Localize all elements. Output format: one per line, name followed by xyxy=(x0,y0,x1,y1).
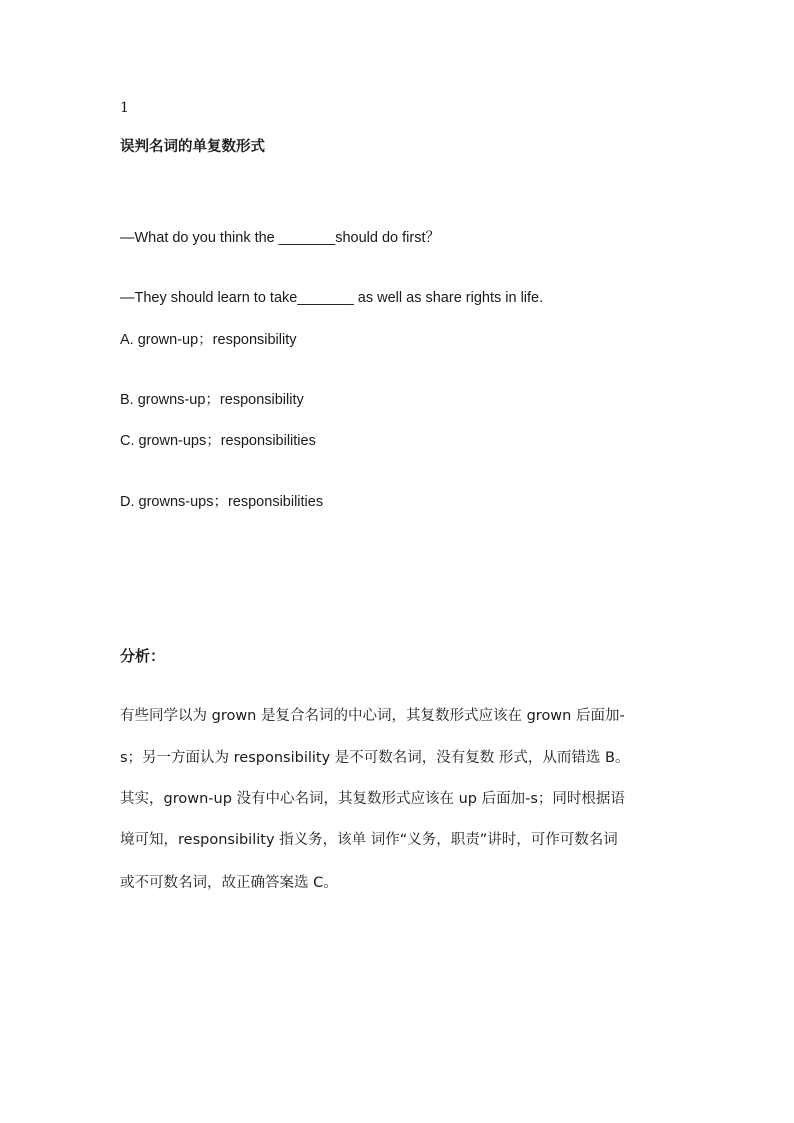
analysis-line-3: 其实，grown-up 没有中心名词，其复数形式应该在 up 后面加-s；同时根据语 xyxy=(120,791,625,807)
question-line-1: —What do you think the _______should do first？ xyxy=(120,230,440,246)
analysis-heading: 分析： xyxy=(120,647,166,665)
option-d: D. growns-ups；responsibilities xyxy=(120,494,324,510)
analysis-line-2: s；另一方面认为 responsibility 是不可数名词，没有复数 形式，从而错选 B。 xyxy=(120,750,630,766)
section-title: 误判名词的单复数形式 xyxy=(120,139,265,155)
analysis-line-1: 有些同学以为 grown 是复合名词的中心词，其复数形式应该在 grown 后面加- xyxy=(120,708,625,724)
option-a: A. grown-up；responsibility xyxy=(120,332,297,348)
analysis-line-4: 境可知，responsibility 指义务，该单 词作“义务，职责”讲时，可作可数名词 xyxy=(120,832,618,848)
option-b: B. growns-up；responsibility xyxy=(120,392,304,408)
question-line-2: —They should learn to take_______ as well as share rights in life. xyxy=(120,290,544,306)
option-c: C. grown-ups；responsibilities xyxy=(120,433,316,449)
analysis-line-5: 或不可数名词，故正确答案选 C。 xyxy=(120,875,338,891)
page-number: 1 xyxy=(120,100,129,116)
